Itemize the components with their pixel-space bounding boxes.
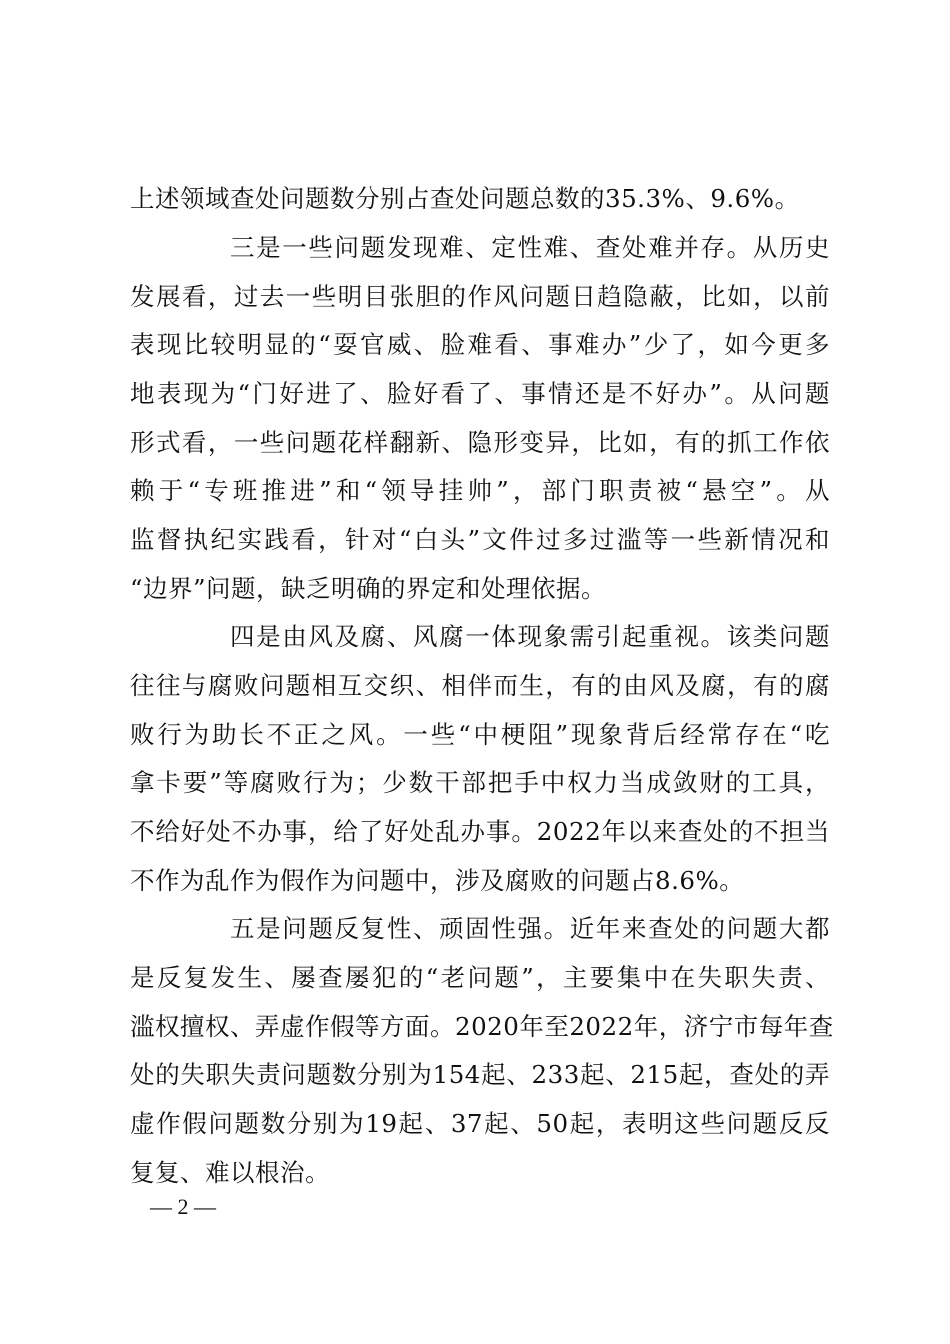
paragraph-2-line-7: 监督执纪实践看，针对“白头”文件过多过滥等一些新情况和 — [130, 525, 830, 554]
paragraph-1-line-1: 上述领域查处问题数分别占查处问题总数的35.3%、9.6%。 — [130, 184, 800, 213]
paragraph-4-line-2: 是反复发生、屡查屡犯的“老问题”，主要集中在失职失责、 — [130, 963, 830, 992]
paragraph-3-line-3: 败行为助长不正之风。一些“中梗阻”现象背后经常存在“吃 — [130, 720, 830, 749]
paragraph-2-line-6: 赖于“专班推进”和“领导挂帅”，部门职责被“悬空”。从 — [130, 476, 830, 505]
paragraph-3-line-2: 往往与腐败问题相互交织、相伴而生，有的由风及腐，有的腐 — [130, 671, 830, 700]
paragraph-3-line-1: 四是由风及腐、风腐一体现象需引起重视。该类问题 — [230, 622, 830, 651]
paragraph-2-line-3: 表现比较明显的“耍官威、脸难看、事难办”少了，如今更多 — [130, 330, 830, 359]
paragraph-4-line-4: 处的失职失责问题数分别为154起、233起、215起，查处的弄 — [130, 1060, 830, 1089]
paragraph-4-line-6: 复复、难以根治。 — [130, 1158, 330, 1187]
paragraph-2-line-8: “边界”问题，缺乏明确的界定和处理依据。 — [130, 574, 607, 603]
paragraph-2-line-4: 地表现为“门好进了、脸好看了、事情还是不好办”。从问题 — [130, 379, 830, 408]
paragraph-2-line-2: 发展看，过去一些明目张胆的作风问题日趋隐蔽，比如，以前 — [130, 282, 830, 311]
paragraph-4-line-5: 虚作假问题数分别为19起、37起、50起，表明这些问题反反 — [130, 1109, 830, 1138]
paragraph-3-line-4: 拿卡要”等腐败行为；少数干部把手中权力当成敛财的工具， — [130, 768, 830, 797]
paragraph-3-line-6: 不作为乱作为假作为问题中，涉及腐败的问题占8.6%。 — [130, 866, 745, 895]
page-number: — 2 — — [150, 1194, 216, 1219]
paragraph-4-line-1: 五是问题反复性、顽固性强。近年来查处的问题大都 — [230, 914, 830, 943]
paragraph-4-line-3: 滥权擅权、弄虚作假等方面。2020年至2022年，济宁市每年查 — [130, 1012, 834, 1041]
paragraph-2-line-1: 三是一些问题发现难、定性难、查处难并存。从历史 — [230, 233, 830, 262]
paragraph-3-line-5: 不给好处不办事，给了好处乱办事。2022年以来查处的不担当 — [130, 817, 830, 846]
paragraph-2-line-5: 形式看，一些问题花样翻新、隐形变异，比如，有的抓工作依 — [130, 428, 830, 457]
